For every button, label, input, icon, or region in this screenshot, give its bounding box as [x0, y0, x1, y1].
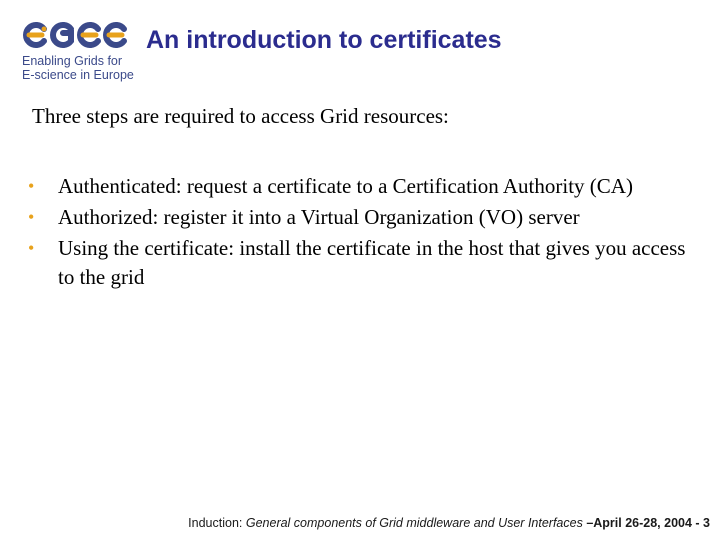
footer-prefix: Induction: — [188, 516, 246, 530]
bullet-icon: • — [28, 207, 35, 227]
bullet-text: Using the certificate: install the certificate in the host that gives you access to the grid — [58, 236, 686, 289]
bullet-text: Authenticated: request a certificate to a Certification Authority (CA) — [58, 174, 633, 198]
list-item — [28, 172, 688, 201]
list-item — [28, 234, 688, 292]
egee-logo — [20, 18, 132, 84]
footer — [188, 516, 710, 530]
bullet-list — [28, 172, 688, 294]
bullet-icon: • — [28, 176, 35, 196]
logo-tagline-line1: Enabling Grids for — [22, 54, 123, 68]
page-title: An introduction to certificates — [146, 26, 502, 54]
logo-tagline-line2: E-science in Europe — [22, 68, 134, 82]
footer-dates: –April 26-28, 2004 - — [582, 516, 704, 530]
list-item — [28, 203, 688, 232]
bullet-text: Authorized: register it into a Virtual Organization (VO) server — [58, 205, 580, 229]
footer-course: General components of Grid middleware and User Interfaces — [245, 516, 583, 530]
bullet-icon: • — [28, 238, 35, 258]
page-number: 3 — [703, 516, 710, 530]
logo-tagline — [22, 54, 134, 82]
egee-wordmark-icon — [20, 18, 130, 52]
intro-text: Three steps are required to access Grid resources: — [32, 104, 449, 128]
